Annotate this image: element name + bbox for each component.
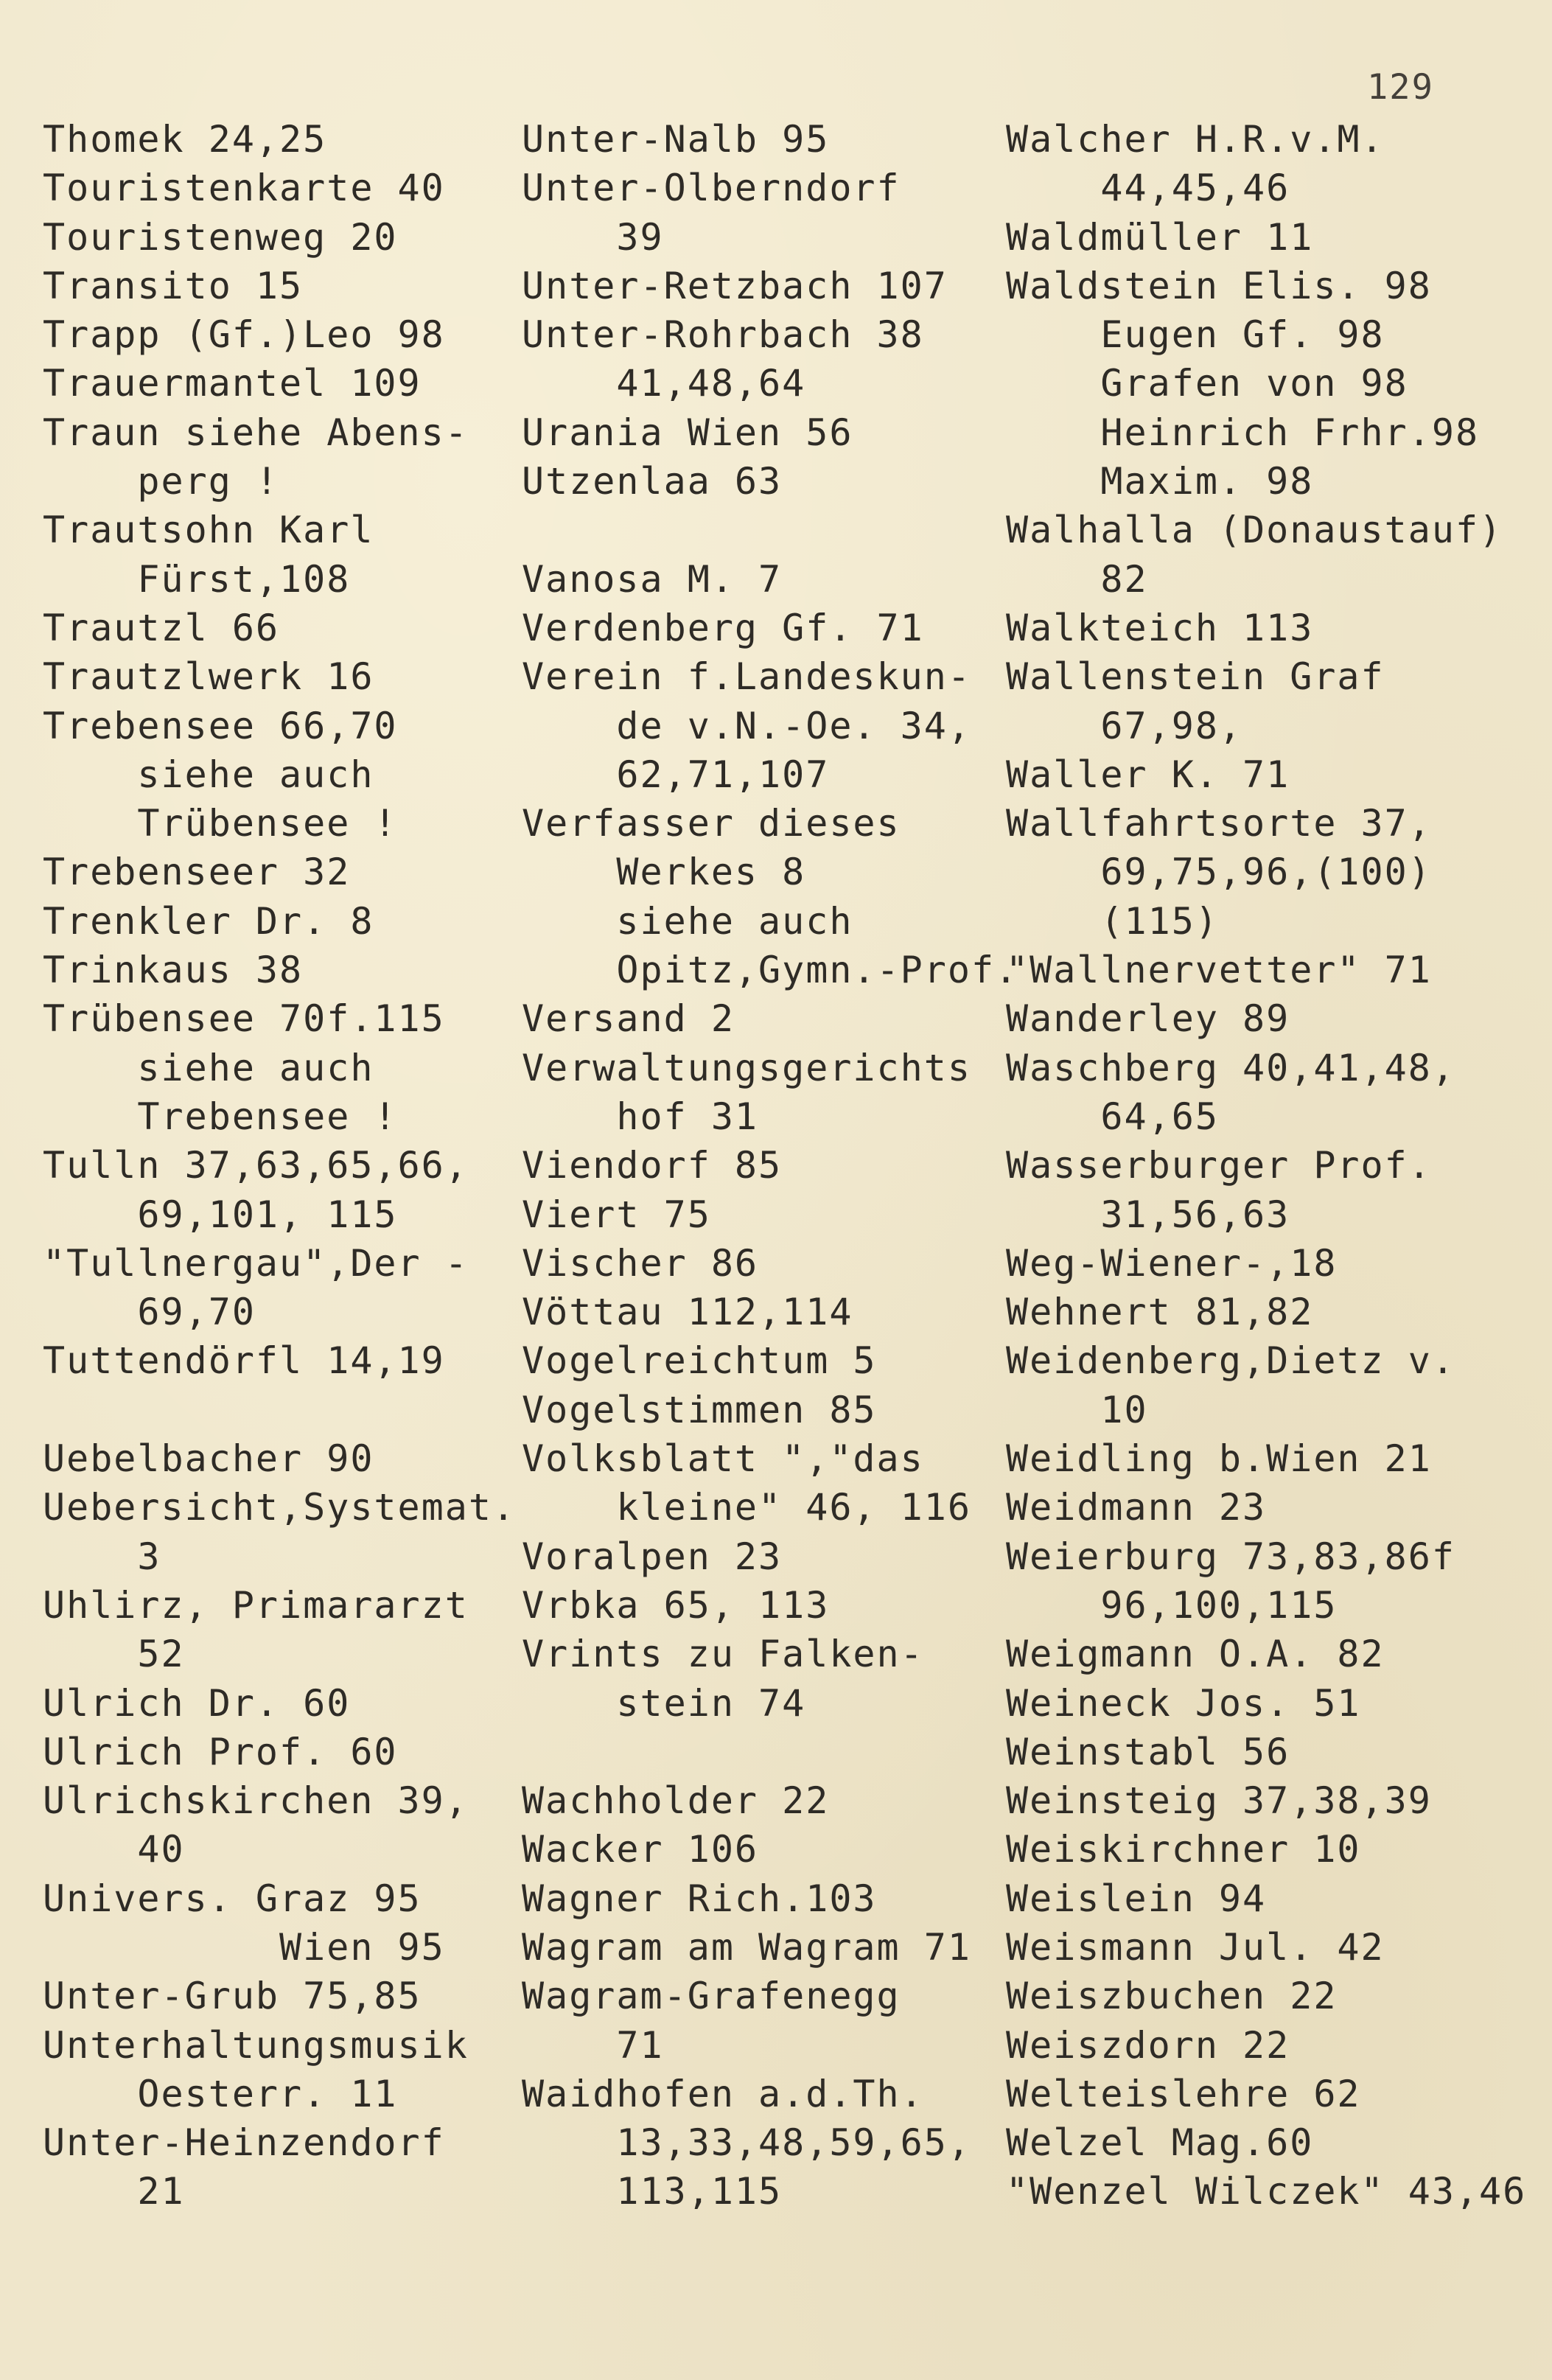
index-entry-line: 62,71,107 — [522, 753, 830, 796]
index-entry-line: Transito 15 — [43, 264, 304, 307]
index-entry-line: perg ! — [43, 460, 280, 503]
index-entry-line: Wien 95 — [43, 1925, 445, 1969]
index-entry-line: Wachholder 22 — [522, 1779, 830, 1823]
index-entry-line: Welzel Mag.60 — [1006, 2121, 1314, 2165]
index-entry-line: Vogelstimmen 85 — [522, 1388, 877, 1431]
index-entry-line: Urania Wien 56 — [522, 411, 853, 454]
index-entry-line: Wagram am Wagram 71 — [522, 1925, 971, 1969]
index-entry-line — [43, 1386, 516, 1434]
index-entry-line: 41,48,64 — [522, 362, 806, 405]
index-entry-line: Unter-Rohrbach 38 — [522, 313, 924, 357]
index-entry-line: Weierburg 73,83,86f — [1006, 1535, 1455, 1578]
index-entry-line: Oesterr. 11 — [43, 2072, 398, 2115]
index-entry-line: 67,98, — [1006, 704, 1243, 747]
index-entry-line: Volksblatt ","das — [522, 1437, 924, 1481]
index-entry-line: Trautzl 66 — [43, 606, 280, 649]
page-number: 129 — [1367, 67, 1434, 108]
index-entry-line: Weislein 94 — [1006, 1877, 1267, 1920]
index-entry-line: Grafen von 98 — [1006, 362, 1408, 405]
index-entry-line: Viendorf 85 — [522, 1144, 783, 1187]
index-entry-line: 44,45,46 — [1006, 167, 1290, 210]
index-entry-line: 113,115 — [522, 2170, 783, 2213]
index-entry-line: Weg-Wiener-,18 — [1006, 1241, 1338, 1285]
index-entry-line: "Wenzel Wilczek" 43,46 — [1006, 2170, 1527, 2213]
index-entry-line: "Wallnervetter" 71 — [1006, 949, 1432, 992]
index-entry-line: 10 — [1006, 1388, 1148, 1431]
index-entry-line: 13,33,48,59,65, — [522, 2121, 971, 2165]
index-entry-line: Wasserburger Prof. — [1006, 1144, 1432, 1187]
index-entry-line: Weiszbuchen 22 — [1006, 1975, 1338, 2018]
index-entry-line: Unter-Grub 75,85 — [43, 1975, 422, 2018]
index-entry-line: hof 31 — [522, 1095, 759, 1138]
index-entry-line: 3 — [43, 1535, 161, 1578]
index-entry-line: Uebersicht,Systemat. — [43, 1486, 517, 1529]
index-entry-line — [522, 1728, 1018, 1776]
index-entry-line: Unter-Retzbach 107 — [522, 264, 948, 307]
index-entry-line — [522, 506, 1018, 554]
index-entry-line: Opitz,Gymn.-Prof. — [522, 949, 1019, 992]
index-entry-line: Verein f.Landeskun- — [522, 655, 971, 699]
index-entry-line: Maxim. 98 — [1006, 460, 1314, 503]
index-entry-line: Vöttau 112,114 — [522, 1291, 853, 1334]
index-entry-line: Welteislehre 62 — [1006, 2072, 1361, 2115]
index-entry-line: Verwaltungsgerichts — [522, 1046, 971, 1089]
index-entry-line: Uebelbacher 90 — [43, 1437, 374, 1481]
index-entry-line: Trebensee ! — [43, 1095, 398, 1138]
index-entry-line: Vogelreichtum 5 — [522, 1339, 877, 1383]
index-entry-line: Ulrichskirchen 39, — [43, 1779, 469, 1823]
index-entry-line: Walhalla (Donaustauf) — [1006, 509, 1503, 552]
index-entry-line: Weiszdorn 22 — [1006, 2023, 1290, 2067]
index-entry-line: Weinstabl 56 — [1006, 1730, 1290, 1773]
index-entry-line: Weinsteig 37,38,39 — [1006, 1779, 1432, 1823]
index-entry-line: Heinrich Frhr.98 — [1006, 411, 1480, 454]
index-entry-line: Waller K. 71 — [1006, 753, 1290, 796]
index-entry-line: Weidmann 23 — [1006, 1486, 1267, 1529]
index-entry-line: Weismann Jul. 42 — [1006, 1925, 1385, 1969]
index-entry-line: Weineck Jos. 51 — [1006, 1681, 1361, 1725]
index-entry-line: Vrints zu Falken- — [522, 1633, 924, 1676]
index-entry-line: Wagram-Grafenegg — [522, 1975, 901, 2018]
index-entry-line: Trübensee 70f.115 — [43, 997, 445, 1041]
index-entry-line: Uhlirz, Primararzt — [43, 1583, 469, 1627]
index-entry-line: Wallenstein Graf — [1006, 655, 1385, 699]
index-entry-line: Traun siehe Abens- — [43, 411, 469, 454]
index-entry-line: Ulrich Dr. 60 — [43, 1681, 351, 1725]
index-entry-line: Wanderley 89 — [1006, 997, 1290, 1041]
index-entry-line: Vanosa M. 7 — [522, 557, 783, 601]
index-entry-line: Wagner Rich.103 — [522, 1877, 877, 1920]
index-entry-line: 82 — [1006, 557, 1148, 601]
index-entry-line: Utzenlaa 63 — [522, 460, 783, 503]
index-entry-line: 71 — [522, 2023, 664, 2067]
index-entry-line: Unterhaltungsmusik — [43, 2023, 469, 2067]
index-entry-line: Waidhofen a.d.Th. — [522, 2072, 924, 2115]
index-entry-line: 40 — [43, 1828, 185, 1871]
index-entry-line: Walcher H.R.v.M. — [1006, 118, 1385, 161]
index-entry-line: Trautsohn Karl — [43, 509, 374, 552]
index-entry-line: Waldstein Elis. 98 — [1006, 264, 1432, 307]
index-entry-line: siehe auch — [522, 899, 853, 943]
index-entry-line: Wacker 106 — [522, 1828, 759, 1871]
index-entry-line: Univers. Graz 95 — [43, 1877, 422, 1920]
index-entry-line: Weidling b.Wien 21 — [1006, 1437, 1432, 1481]
index-entry-line: Versand 2 — [522, 997, 735, 1041]
index-entry-line: Ulrich Prof. 60 — [43, 1730, 398, 1773]
index-entry-line: Verdenberg Gf. 71 — [522, 606, 924, 649]
index-entry-line: kleine" 46, 116 — [522, 1486, 971, 1529]
index-entry-line: Waldmüller 11 — [1006, 215, 1314, 259]
index-entry-line: "Tullnergau",Der - — [43, 1241, 469, 1285]
index-entry-line: Tulln 37,63,65,66, — [43, 1144, 469, 1187]
index-entry-line: Weidenberg,Dietz v. — [1006, 1339, 1455, 1383]
index-entry-line: 64,65 — [1006, 1095, 1219, 1138]
index-entry-line: (115) — [1006, 899, 1219, 943]
index-entry-line: Touristenkarte 40 — [43, 167, 445, 210]
index-entry-line: Waschberg 40,41,48, — [1006, 1046, 1455, 1089]
index-entry-line: Thomek 24,25 — [43, 118, 327, 161]
index-entry-line: Trinkaus 38 — [43, 949, 304, 992]
index-entry-line: Wehnert 81,82 — [1006, 1291, 1314, 1334]
index-entry-line: 96,100,115 — [1006, 1583, 1338, 1627]
index-entry-line: Wallfahrtsorte 37, — [1006, 802, 1432, 845]
index-entry-line: Trapp (Gf.)Leo 98 — [43, 313, 445, 357]
index-entry-line: Trebenseer 32 — [43, 851, 351, 894]
index-entry-line: 69,70 — [43, 1291, 256, 1334]
index-entry-line: Unter-Nalb 95 — [522, 118, 830, 161]
index-entry-line: Touristenweg 20 — [43, 215, 398, 259]
index-entry-line: 21 — [43, 2170, 185, 2213]
index-entry-line: siehe auch — [43, 1046, 374, 1089]
index-entry-line: Viert 75 — [522, 1193, 711, 1236]
index-entry-line: 52 — [43, 1633, 185, 1676]
index-entry-line: 31,56,63 — [1006, 1193, 1290, 1236]
index-entry-line: Verfasser dieses — [522, 802, 901, 845]
index-entry-line: Eugen Gf. 98 — [1006, 313, 1385, 357]
index-entry-line: 69,75,96,(100) — [1006, 851, 1432, 894]
index-entry-line: Weiskirchner 10 — [1006, 1828, 1361, 1871]
index-entry-line: Trübensee ! — [43, 802, 398, 845]
index-entry-line: Unter-Olberndorf — [522, 167, 901, 210]
index-entry-line: Fürst,108 — [43, 557, 351, 601]
index-entry-line: Werkes 8 — [522, 851, 806, 894]
index-entry-line: Voralpen 23 — [522, 1535, 783, 1578]
index-column-2 — [522, 115, 1018, 2216]
index-column-3 — [1006, 115, 1526, 2216]
index-entry-line: Vischer 86 — [522, 1241, 759, 1285]
index-entry-line: siehe auch — [43, 753, 374, 796]
index-entry-line: Walkteich 113 — [1006, 606, 1314, 649]
index-entry-line: Trauermantel 109 — [43, 362, 422, 405]
index-entry-line: 69,101, 115 — [43, 1193, 398, 1236]
index-entry-line: de v.N.-Oe. 34, — [522, 704, 971, 747]
index-entry-line: Weigmann O.A. 82 — [1006, 1633, 1385, 1676]
index-entry-line: stein 74 — [522, 1681, 806, 1725]
index-column-1 — [43, 115, 516, 2216]
index-entry-line: Trebensee 66,70 — [43, 704, 398, 747]
index-entry-line: 39 — [522, 215, 664, 259]
index-entry-line: Trautzlwerk 16 — [43, 655, 374, 699]
index-entry-line: Unter-Heinzendorf — [43, 2121, 445, 2165]
index-entry-line: Trenkler Dr. 8 — [43, 899, 374, 943]
index-entry-line: Vrbka 65, 113 — [522, 1583, 830, 1627]
index-entry-line: Tuttendörfl 14,19 — [43, 1339, 445, 1383]
